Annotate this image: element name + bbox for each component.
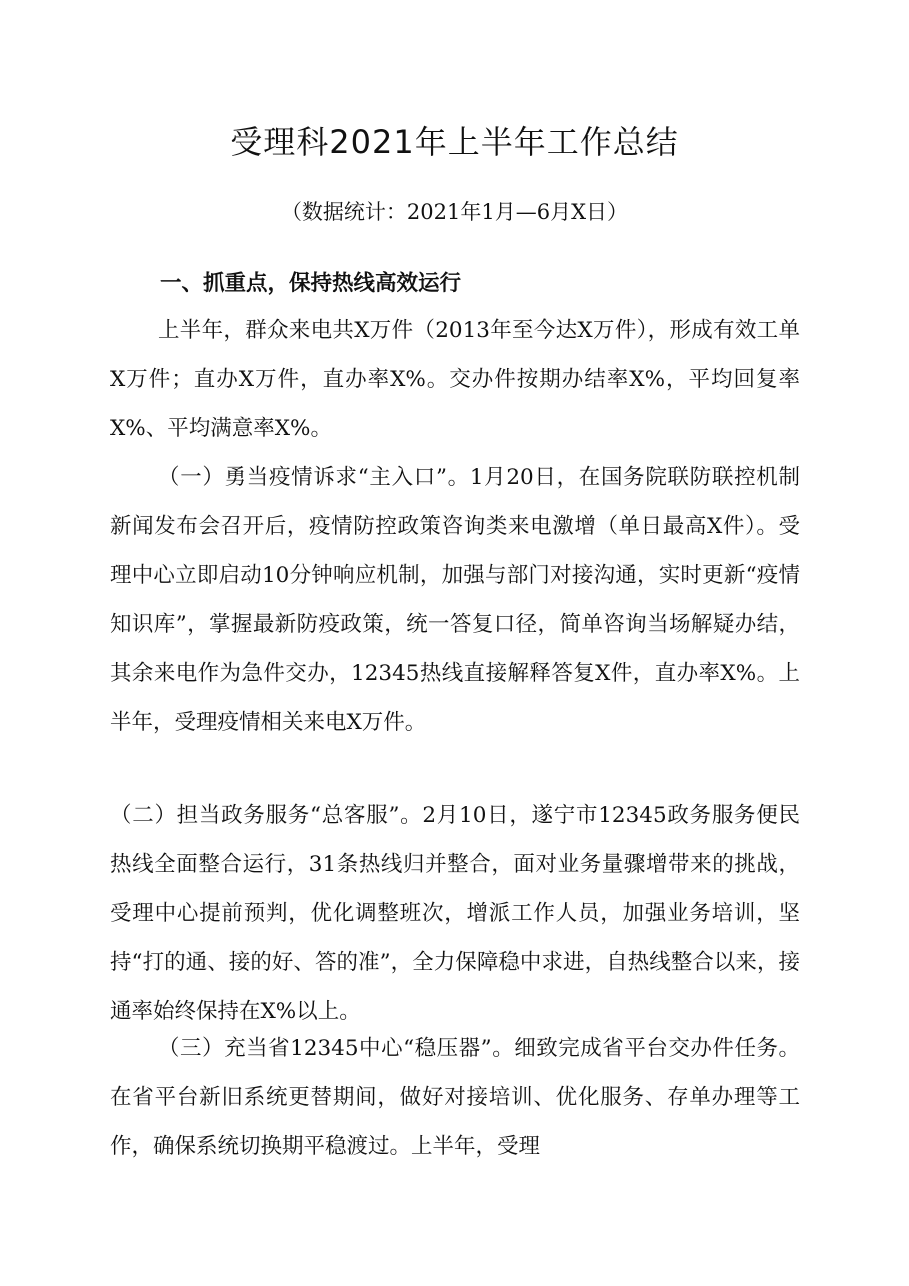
item-3-paragraph: （三）充当省12345中心“稳压器”。细致完成省平台交办件任务。在省平台新旧系统更替期间，做好对接培训、优化服务、存单办理等工作，确保系统切换期平稳渡过。上半年，受理: [110, 1036, 800, 1159]
document-subtitle: （数据统计：2021年1月—6月X日）: [280, 200, 629, 224]
intro-paragraph: 上半年，群众来电共X万件（2013年至今达X万件），形成有效工单X万件；直办X万件，直办率X%。交办件按期办结率X%，平均回复率X%、平均满意率X%。: [110, 318, 800, 441]
item-1-paragraph: （一）勇当疫情诉求“主入口”。1月20日，在国务院联防联控机制新闻发布会召开后，疫情防控政策咨询类来电激增（单日最高X件）。受理中心立即启动10分钟响应机制，加强与部门对接沟通，实时更新“疫情知识库”，掌握最新防疫政策，统一答复口径，简单咨询当场解疑办结，其余来电作为急件交办，12345热线直接解释答复X件，直办率X%。上半年，受理疫情相关来电X万件。: [110, 465, 800, 735]
section-heading: 一、抓重点，保持热线高效运行: [160, 271, 462, 296]
document-title: 受理科2021年上半年工作总结: [230, 123, 679, 161]
item-2-paragraph: （二）担当政务服务“总客服”。2月10日，遂宁市12345政务服务便民热线全面整合运行，31条热线归并整合，面对业务量骤增带来的挑战，受理中心提前预判，优化调整班次，增派工作人员，加强业务培训，坚持“打的通、接的好、答的准”，全力保障稳中求进，自热线整合以来，接通率始终保持在X%以上。: [110, 803, 800, 1024]
